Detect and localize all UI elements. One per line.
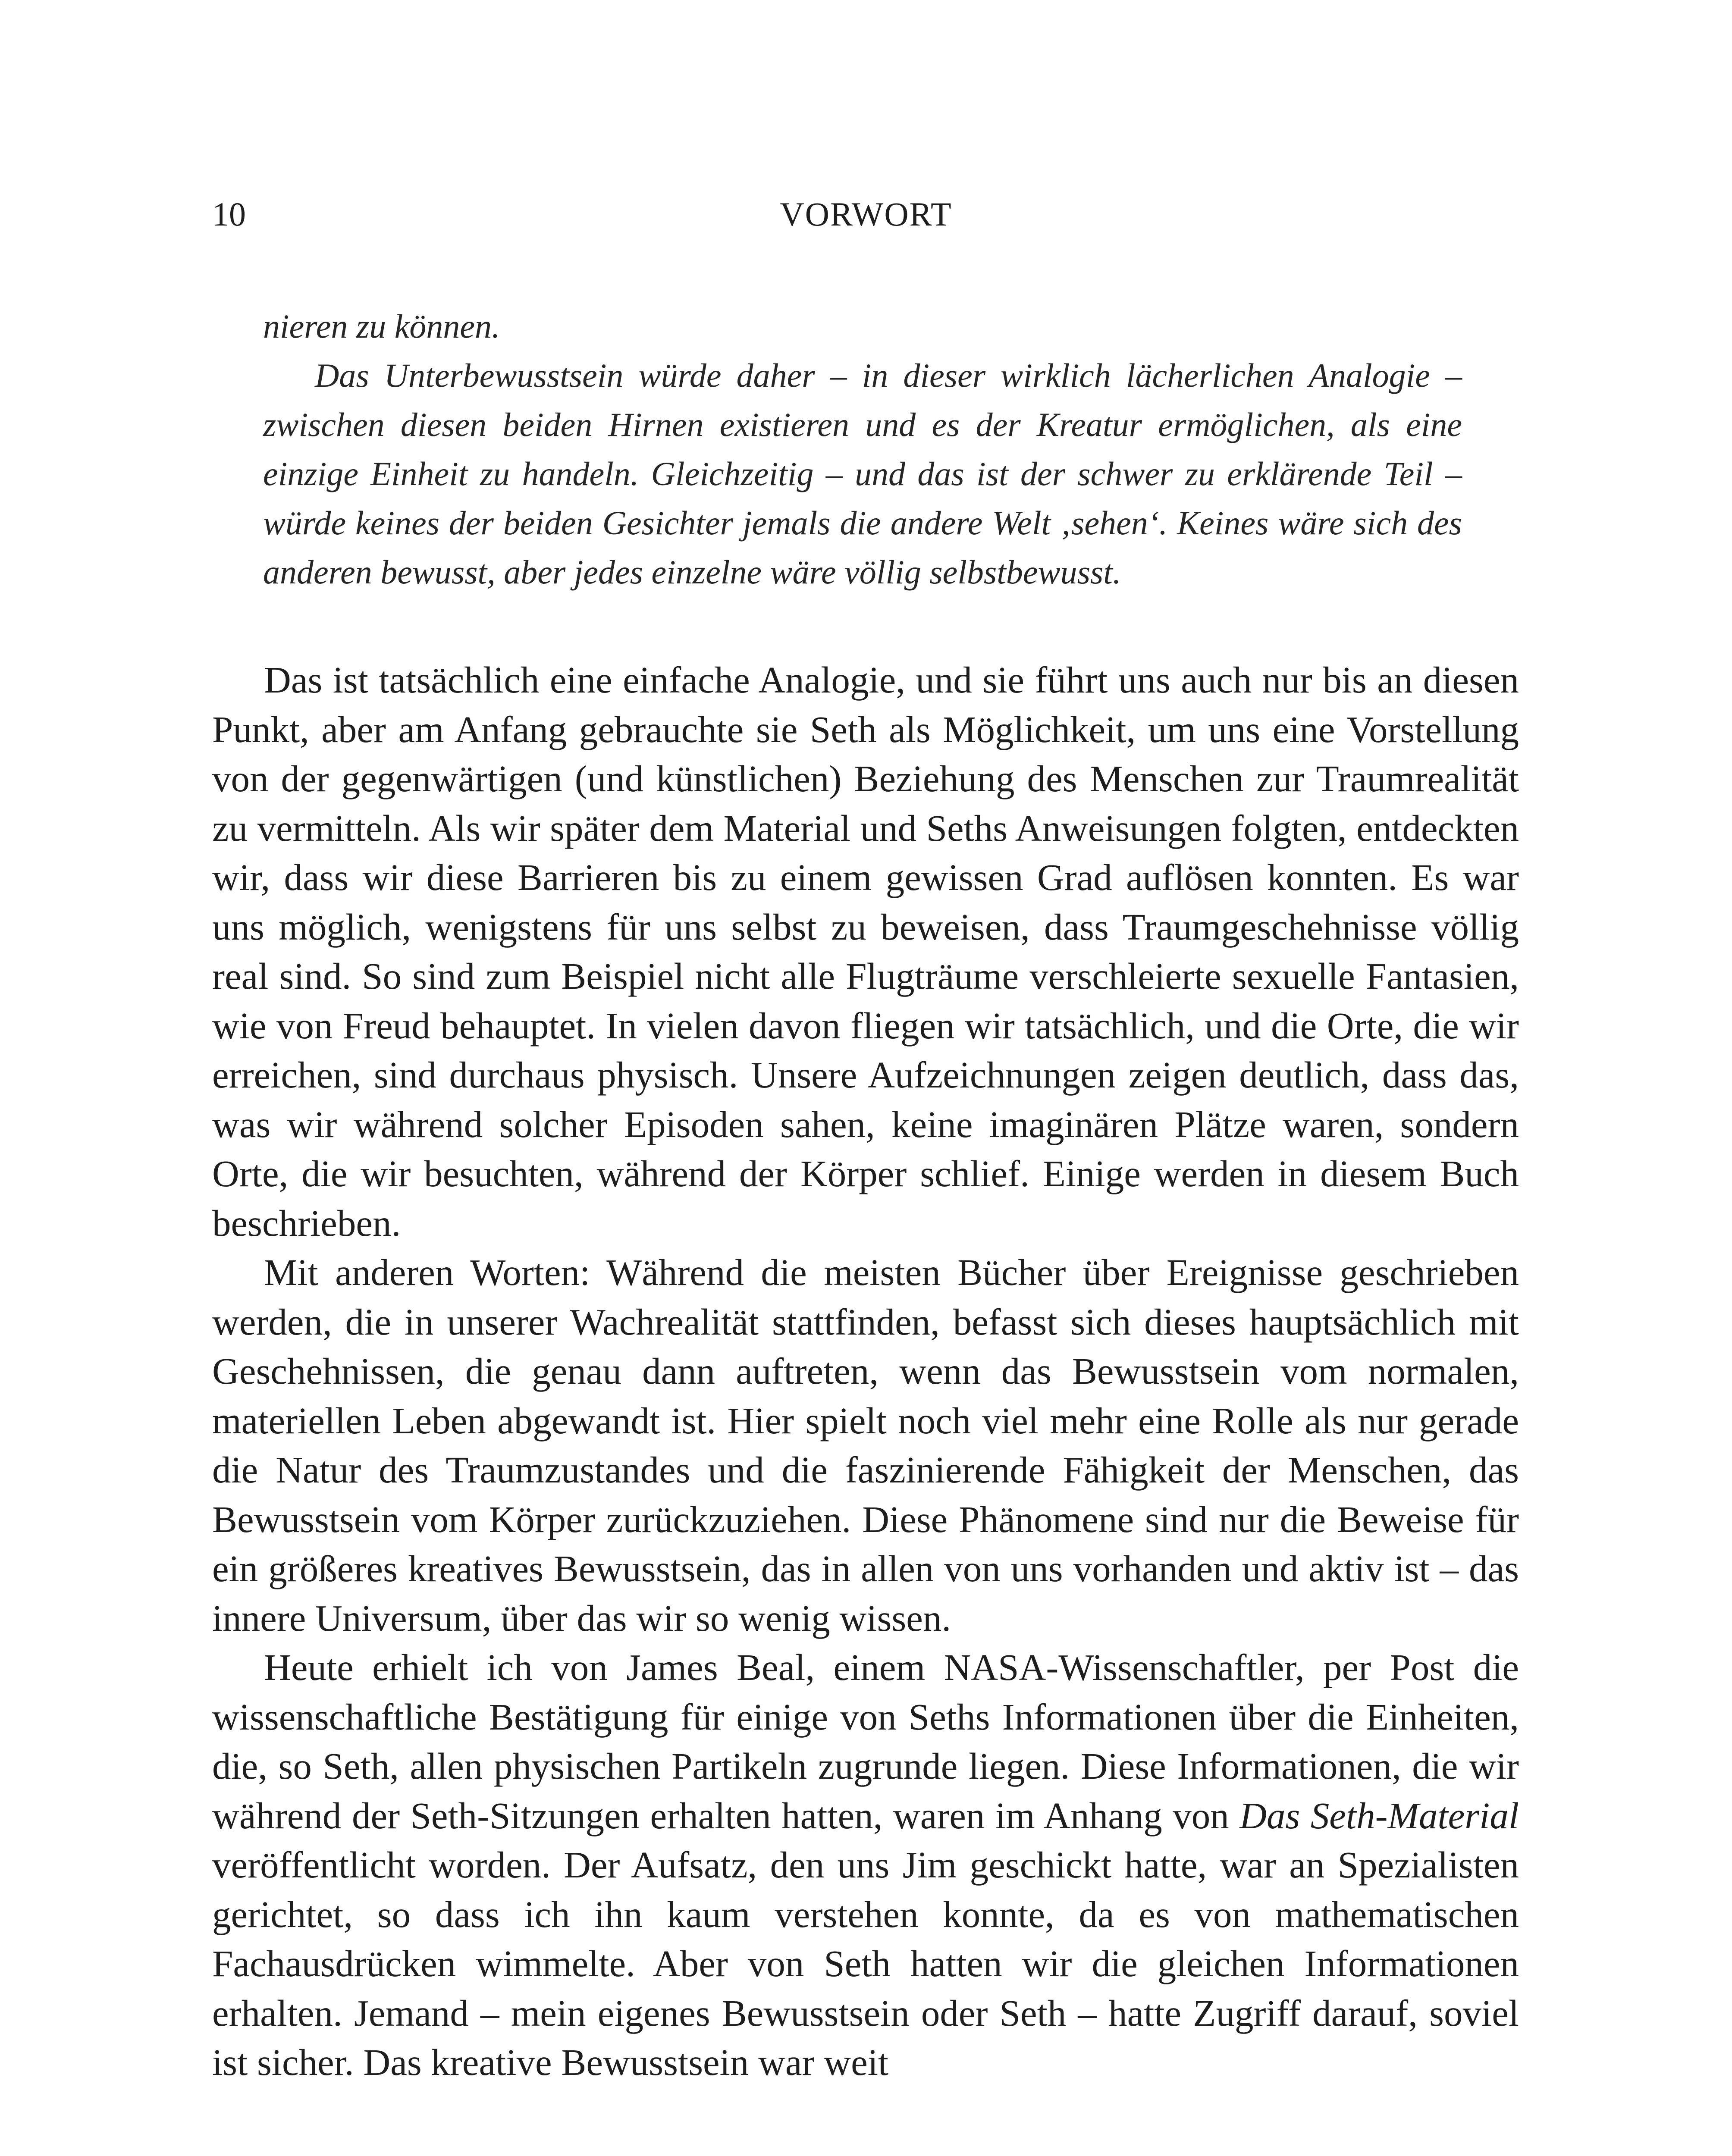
paragraph-text: veröffentlicht worden. Der Aufsatz, den uns Jim geschickt hatte, war an Spezialisten gerichtet, so dass ich ihn kaum verstehen konnte, da es von mathematischen Fachausdrücken wimmelte. Aber von Seth hatten wir die gleichen Informationen erhalten. Jemand – mein eigenes Bewusstsein oder Seth – hatte Zugriff darauf, soviel ist sicher. Das kreative Bewusstsein war weit bbox=[212, 1844, 1519, 2083]
paragraph-text: Heute erhielt ich von James Beal, einem NASA-Wissenschaftler, per Post die wissenschaftliche Bestätigung für einige von Seths Informationen über die Einheiten, die, so Seth, allen physischen Partikeln zugrunde liegen. Diese Informationen, die wir während der Seth-Sitzungen erhalten hatten, waren im Anhang von bbox=[212, 1646, 1519, 1836]
body-paragraph bbox=[212, 1643, 1519, 2087]
book-title: Das Seth-Material bbox=[1239, 1794, 1519, 1836]
quote-paragraph: Das Unterbewusstsein würde daher – in dieser wirklich lächerlichen Analogie – zwischen diesen beiden Hirnen existieren und es der Kreatur ermöglichen, als eine einzige Einheit zu handeln. Gleichzeitig – und das ist der schwer zu erklärende Teil – würde keines der beiden Gesichter jemals die andere Welt ‚sehen‘. Keines wäre sich des anderen bewusst, aber jedes einzelne wäre völlig selbstbewusst. bbox=[263, 357, 1462, 591]
block-quote bbox=[263, 302, 1462, 597]
quote-paragraph: nieren zu können. bbox=[263, 307, 500, 345]
running-head bbox=[212, 191, 1520, 238]
body-paragraph: Mit anderen Worten: Während die meisten Bücher über Ereignisse geschrieben werden, die in unserer Wachrealität stattfinden, befasst sich dieses hauptsächlich mit Geschehnissen, die genau dann auftreten, wenn das Bewusstsein vom normalen, materiellen Leben abgewandt ist. Hier spielt noch viel mehr eine Rolle als nur gerade die Natur des Traumzustandes und die faszinierende Fähigkeit der Menschen, das Bewusstsein vom Körper zurückzuziehen. Diese Phänomene sind nur die Beweise für ein größeres kreatives Bewusstsein, das in allen von uns vorhanden und aktiv ist – das innere Universum, über das wir so wenig wissen. bbox=[212, 1251, 1519, 1639]
body-paragraph: Das ist tatsächlich eine einfache Analogie, und sie führt uns auch nur bis an diesen Punkt, aber am Anfang gebrauchte sie Seth als Möglichkeit, um uns eine Vorstellung von der gegenwärtigen (und künstlichen) Beziehung des Menschen zur Traumrealität zu vermitteln. Als wir später dem Material und Seths Anweisungen folgten, entdeckten wir, dass wir diese Barrieren bis zu einem gewissen Grad auflösen konnten. Es war uns möglich, wenigstens für uns selbst zu beweisen, dass Traumgeschehnisse völlig real sind. So sind zum Beispiel nicht alle Flugträume verschleierte sexuelle Fantasien, wie von Freud behauptet. In vielen davon fliegen wir tatsächlich, und die Orte, die wir erreichen, sind durchaus physisch. Unsere Aufzeichnungen zeigen deutlich, dass das, was wir während solcher Episoden sahen, keine imaginären Plätze waren, sondern Orte, die wir besuchten, während der Körper schlief. Einige werden in diesem Buch beschrieben. bbox=[212, 659, 1519, 1244]
running-head-title: VORWORT bbox=[780, 195, 952, 233]
page-number: 10 bbox=[212, 195, 246, 233]
body-text bbox=[212, 655, 1519, 2087]
